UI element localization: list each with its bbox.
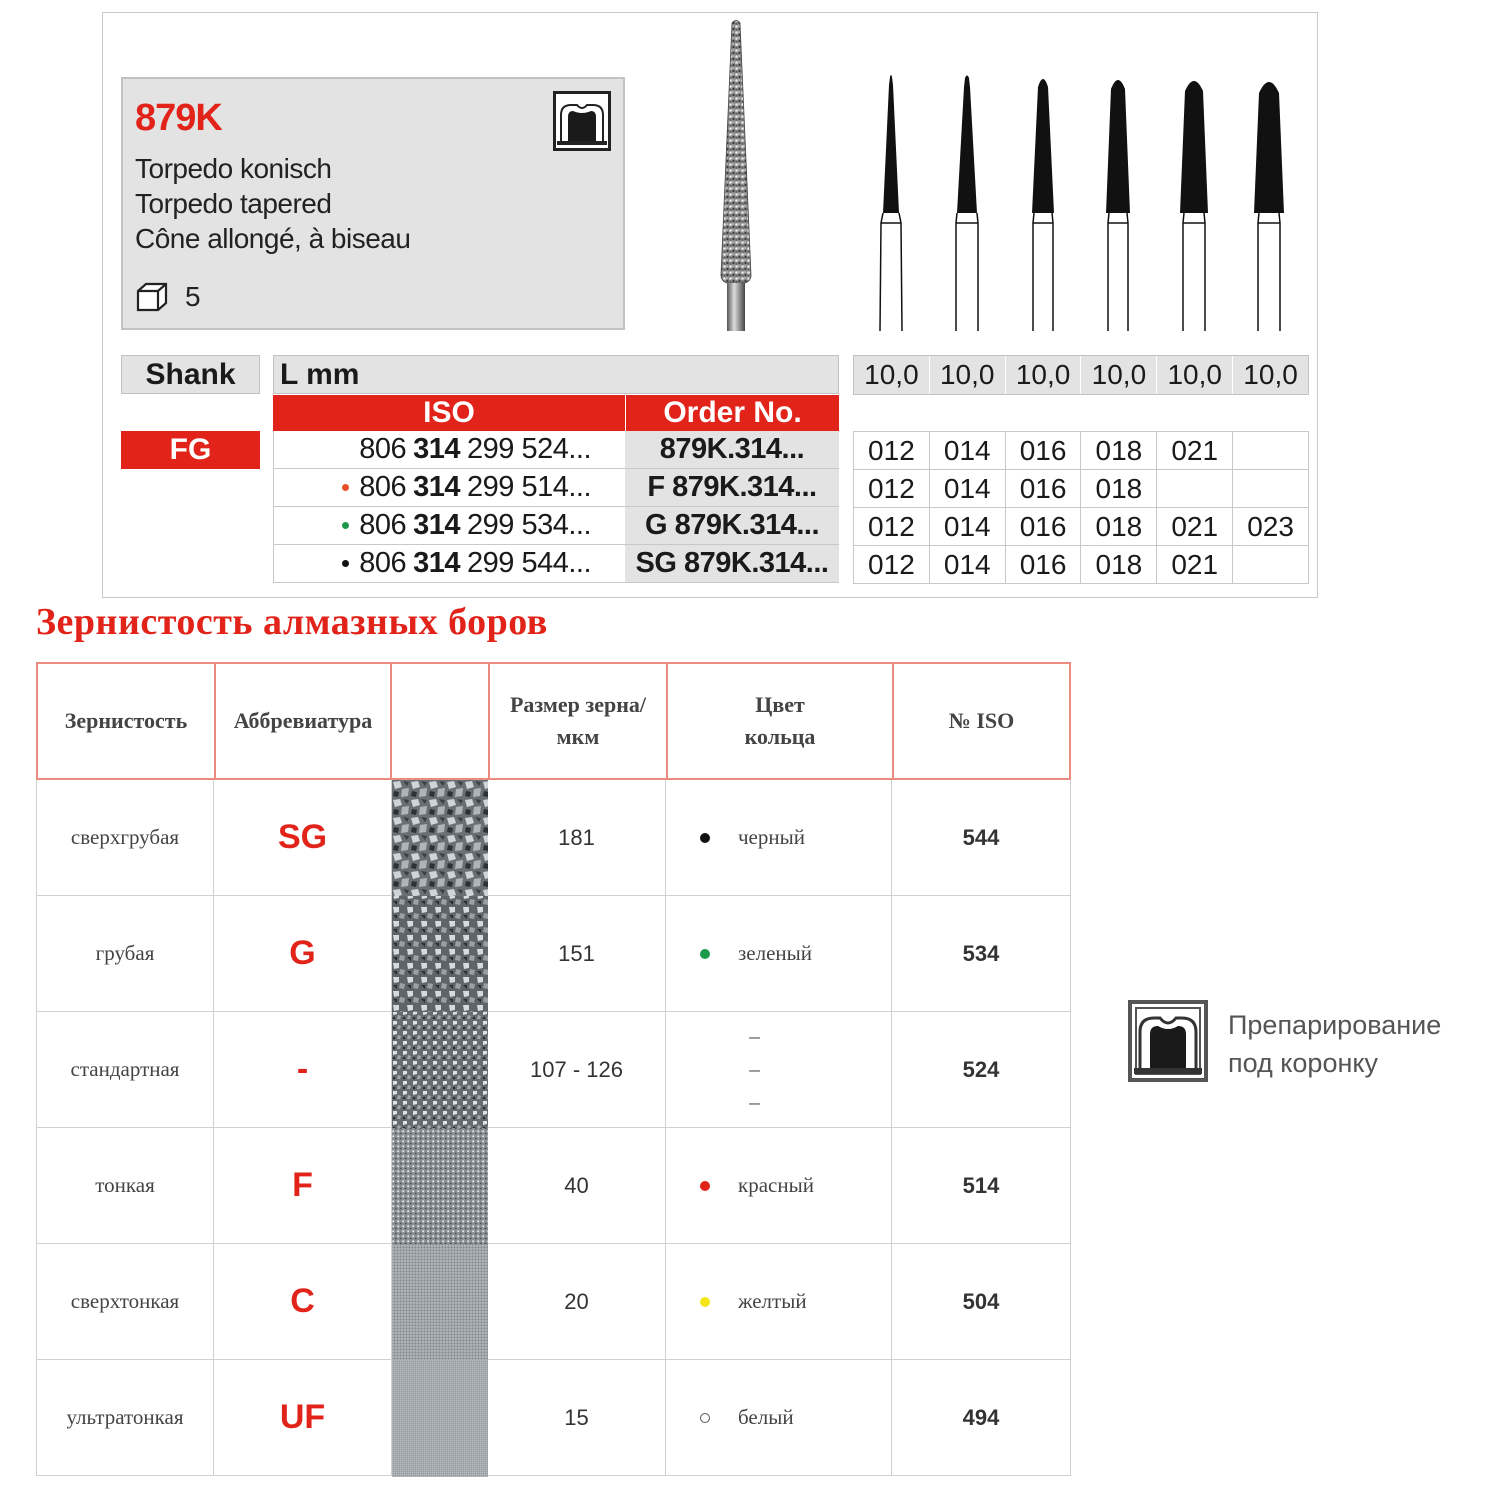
length-cell: 10,0	[1006, 356, 1082, 394]
size-cell: 016	[1006, 546, 1082, 584]
iso-part: 806	[359, 433, 407, 465]
size-cell: 023	[1233, 508, 1309, 546]
grit-size: 181	[558, 824, 595, 850]
length-label: L mm	[273, 355, 839, 394]
crown-preparation-icon	[1128, 1000, 1208, 1082]
size-cell: 012	[854, 432, 930, 470]
grit-dot-icon	[342, 484, 349, 491]
product-name-de: Torpedo konisch	[135, 153, 332, 184]
ring-color-cell	[666, 1128, 892, 1244]
grit-name: тонкая	[95, 1173, 155, 1197]
grit-iso-number-cell	[892, 1244, 1071, 1360]
grit-header-color	[666, 662, 894, 780]
size-cell: 014	[930, 546, 1006, 584]
size-cell: 018	[1081, 432, 1157, 470]
size-cell: 016	[1006, 432, 1082, 470]
grit-row	[36, 780, 1071, 896]
size-cell: 012	[854, 470, 930, 508]
grit-title: Зернистость алмазных боров	[36, 601, 548, 643]
ring-color-label: черный	[738, 825, 805, 849]
size-row	[854, 508, 1309, 546]
size-cell: 014	[930, 508, 1006, 546]
iso-number	[273, 431, 625, 468]
ring-color-label: зеленый	[738, 941, 813, 965]
size-row	[854, 470, 1309, 508]
grit-size-cell	[488, 1244, 666, 1360]
grit-size-cell	[488, 1012, 666, 1128]
product-info-box	[121, 77, 625, 330]
size-cell	[1233, 546, 1309, 584]
grit-header-size	[488, 662, 668, 780]
grit-iso-number-cell	[892, 1128, 1071, 1244]
product-card	[102, 12, 1318, 598]
legend-line-1: Препарирование	[1228, 1010, 1442, 1040]
size-cell	[1233, 470, 1309, 508]
grit-abbreviation-cell	[214, 1128, 392, 1244]
grit-name: сверхгрубая	[70, 825, 180, 849]
size-cell: 021	[1157, 432, 1233, 470]
grit-dot-icon	[342, 560, 349, 567]
ring-color-dot-icon	[700, 833, 710, 843]
shank-label: Shank	[121, 355, 260, 394]
grit-name-cell	[36, 1012, 214, 1128]
grit-header-size-l2: мкм	[556, 724, 600, 749]
ring-color-dot-icon	[700, 949, 710, 959]
order-number: 879K.314...	[625, 431, 839, 468]
grit-abbreviation: F	[292, 1166, 313, 1204]
ring-color-label: желтый	[738, 1289, 807, 1313]
legend-line-2: под коронку	[1228, 1048, 1378, 1078]
ring-color-cell	[666, 1244, 892, 1360]
grit-iso-number: 504	[962, 1288, 1000, 1314]
size-cell	[1233, 432, 1309, 470]
iso-order-row	[273, 469, 839, 507]
product-name-en: Torpedo tapered	[135, 188, 332, 219]
size-cell: 018	[1081, 546, 1157, 584]
ring-color-cell	[666, 1012, 892, 1128]
ring-color-cell	[666, 896, 892, 1012]
grit-header-grit	[36, 662, 216, 780]
size-row	[854, 546, 1309, 584]
grit-header-color-l1: Цвет	[755, 692, 805, 717]
grit-header-iso	[892, 662, 1071, 780]
grit-header-size-l1: Размер зерна/	[509, 692, 647, 717]
length-row	[853, 355, 1309, 395]
grit-header-iso-text: № ISO	[948, 708, 1015, 733]
grit-name: ультратонкая	[66, 1405, 184, 1429]
grit-abbreviation-cell	[214, 1244, 392, 1360]
order-number: G 879K.314...	[625, 507, 839, 544]
grit-name-cell	[36, 1128, 214, 1244]
bur-profile-018	[1106, 80, 1130, 331]
grit-name: грубая	[95, 941, 155, 965]
grit-row	[36, 1128, 1071, 1244]
size-table	[853, 431, 1309, 584]
iso-part: 806	[359, 471, 407, 503]
grit-header-image	[390, 662, 490, 780]
order-number-header: Order No.	[626, 395, 839, 431]
iso-part-bold: 314	[413, 471, 460, 503]
grit-name-cell	[36, 1360, 214, 1476]
bur-profile-021	[1180, 81, 1208, 331]
grit-header-color-l2: кольца	[744, 724, 816, 749]
ring-color-dot-icon	[700, 1413, 710, 1423]
size-cell: 021	[1157, 546, 1233, 584]
grit-iso-number-cell	[892, 1360, 1071, 1476]
grit-row	[36, 1012, 1071, 1128]
ring-color-dash: –	[749, 1024, 760, 1048]
grit-iso-number: 494	[962, 1404, 1000, 1430]
iso-order-row	[273, 545, 839, 583]
crown-preparation-icon	[553, 91, 611, 151]
grit-size-cell	[488, 896, 666, 1012]
bur-profile-016	[1032, 79, 1054, 331]
bur-profile-014	[956, 76, 978, 332]
length-cell: 10,0	[1157, 356, 1233, 394]
bur-profile-023	[1254, 82, 1284, 331]
grit-size-cell	[488, 1360, 666, 1476]
iso-number	[273, 545, 625, 582]
ring-color-dash: –	[749, 1057, 760, 1081]
iso-header: ISO	[273, 395, 625, 431]
ring-color-cell	[666, 1360, 892, 1476]
size-cell: 014	[930, 432, 1006, 470]
grit-abbreviation: C	[290, 1282, 315, 1320]
grit-size-cell	[488, 1128, 666, 1244]
size-cell: 014	[930, 470, 1006, 508]
iso-part: 299 534...	[467, 509, 591, 541]
size-cell	[1157, 470, 1233, 508]
length-cell: 10,0	[1081, 356, 1157, 394]
bur-profile-012	[880, 75, 902, 331]
bur-photo	[711, 19, 761, 331]
ring-color-label: красный	[738, 1173, 814, 1197]
ring-color-label: белый	[738, 1405, 794, 1429]
ring-color-dash: –	[749, 1090, 760, 1114]
iso-order-table	[273, 431, 839, 583]
grit-iso-number-cell	[892, 780, 1071, 896]
grit-abbreviation-cell	[214, 1012, 392, 1128]
length-cell: 10,0	[1243, 359, 1298, 390]
grit-abbreviation: G	[289, 934, 316, 972]
size-cell: 021	[1157, 508, 1233, 546]
size-cell: 018	[1081, 508, 1157, 546]
grit-name: сверхтонкая	[70, 1289, 180, 1313]
grit-abbreviation: SG	[277, 818, 328, 856]
grit-iso-number: 544	[962, 824, 1000, 850]
grit-size: 151	[558, 940, 595, 966]
size-cell: 012	[854, 508, 930, 546]
package-count: 5	[185, 281, 201, 312]
iso-part-bold: 314	[413, 547, 460, 579]
iso-part-bold: 314	[413, 509, 460, 541]
grit-size: 107 - 126	[530, 1056, 623, 1082]
bur-profile-drawings	[853, 73, 1313, 333]
grit-texture-image	[392, 780, 488, 1477]
grit-size: 20	[564, 1288, 589, 1314]
package-icon	[135, 281, 169, 313]
grit-abbreviation-cell	[214, 896, 392, 1012]
grit-table	[36, 662, 1071, 1477]
grit-row	[36, 896, 1071, 1012]
length-cell: 10,0	[930, 356, 1006, 394]
iso-part: 299 514...	[467, 471, 591, 503]
grit-abbreviation-cell	[214, 780, 392, 896]
grit-iso-number: 514	[962, 1172, 1000, 1198]
grit-size: 15	[564, 1404, 589, 1430]
iso-number	[273, 469, 625, 506]
shank-type-fg: FG	[121, 431, 260, 469]
length-cell: 10,0	[854, 356, 930, 394]
size-cell: 018	[1081, 470, 1157, 508]
grit-name-cell	[36, 896, 214, 1012]
grit-iso-number: 534	[962, 940, 1000, 966]
iso-part: 299 524...	[467, 433, 591, 465]
grit-dot-icon	[342, 522, 349, 529]
grit-row	[36, 1244, 1071, 1360]
grit-name-cell	[36, 780, 214, 896]
size-cell: 012	[854, 546, 930, 584]
grit-name-cell	[36, 1244, 214, 1360]
ring-color-dot-icon	[700, 1297, 710, 1307]
product-code: 879K	[135, 97, 222, 139]
iso-number	[273, 507, 625, 544]
grit-abbreviation: UF	[279, 1398, 326, 1436]
size-cell: 016	[1006, 470, 1082, 508]
grit-abbreviation: -	[296, 1050, 309, 1088]
size-cell: 016	[1006, 508, 1082, 546]
iso-part-bold: 314	[413, 433, 460, 465]
grit-iso-number: 524	[962, 1056, 1000, 1082]
order-number: F 879K.314...	[625, 469, 839, 506]
legend-text	[1228, 1006, 1441, 1082]
grit-name: стандартная	[70, 1057, 180, 1081]
grit-abbreviation-cell	[214, 1360, 392, 1476]
iso-part: 806	[359, 547, 407, 579]
ring-color-cell	[666, 780, 892, 896]
grit-header-abbr-text: Аббревиатура	[233, 708, 373, 733]
iso-part: 806	[359, 509, 407, 541]
size-row	[854, 432, 1309, 470]
grit-row	[36, 1360, 1071, 1476]
grit-iso-number-cell	[892, 896, 1071, 1012]
grit-header-grit-text: Зернистость	[64, 708, 188, 733]
iso-order-row	[273, 507, 839, 545]
iso-part: 299 544...	[467, 547, 591, 579]
ring-color-dot-icon	[700, 1181, 710, 1191]
grit-header-abbr	[214, 662, 392, 780]
order-number: SG 879K.314...	[625, 545, 839, 582]
product-name-fr: Cône allongé, à biseau	[135, 223, 411, 254]
iso-order-row	[273, 431, 839, 469]
grit-size-cell	[488, 780, 666, 896]
grit-iso-number-cell	[892, 1012, 1071, 1128]
grit-size: 40	[564, 1172, 589, 1198]
